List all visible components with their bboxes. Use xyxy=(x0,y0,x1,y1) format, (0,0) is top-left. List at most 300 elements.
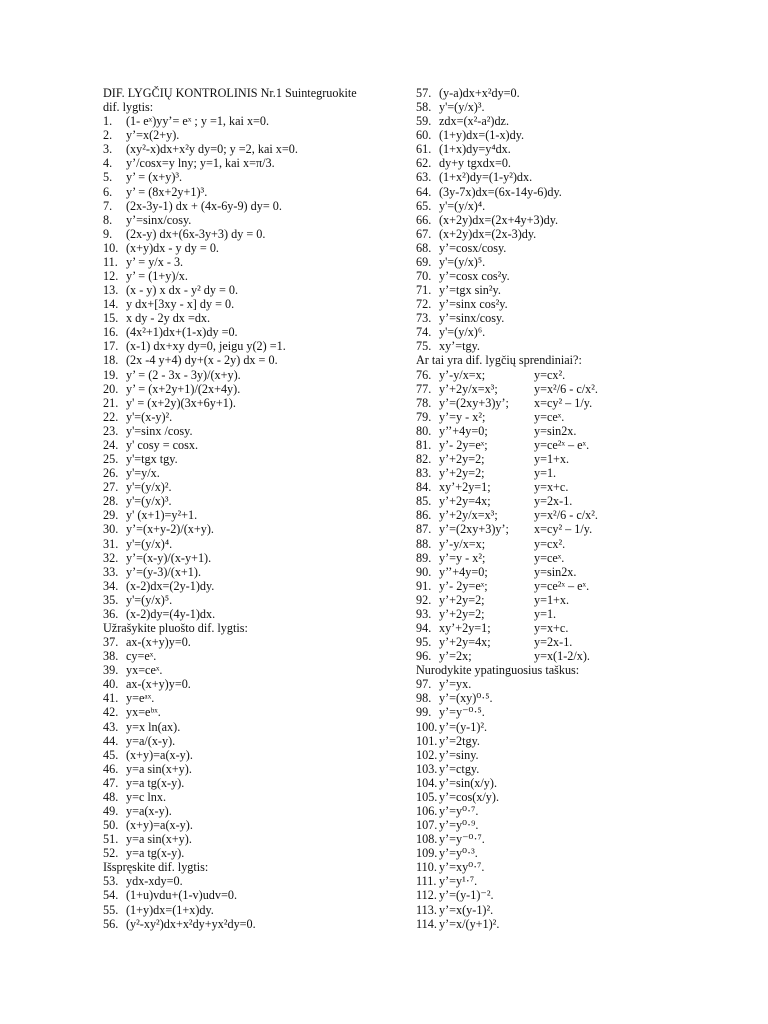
problem-number: 5. xyxy=(103,170,113,185)
problem-number: 78. xyxy=(416,395,432,410)
problem-equation: ax-(x+y)y=0. xyxy=(126,635,191,650)
problem-number: 17. xyxy=(103,339,119,354)
problem-equation: y'=(y/x)⁴. xyxy=(439,198,486,213)
problem-equation: y’ = (2 - 3x - 3y)/(x+y). xyxy=(126,367,241,382)
problem-equation: y’+2y=2; xyxy=(439,452,485,467)
problem-equation: (xy²-x)dx+x²y dy=0; y =2, kai x=0. xyxy=(126,142,298,157)
problem-item xyxy=(103,790,403,804)
problem-number: 61. xyxy=(416,142,432,157)
problem-item xyxy=(416,156,746,170)
problem-item xyxy=(103,677,403,691)
candidate-solution: y=cx². xyxy=(534,536,566,551)
problem-equation: y’+2y=2; xyxy=(439,606,485,621)
problem-item xyxy=(103,368,403,382)
problem-item xyxy=(103,551,403,565)
problem-equation: y’=sinx/cosy. xyxy=(439,311,505,326)
candidate-solution: y=1. xyxy=(534,606,557,621)
problem-equation: y’/cosx=y lny; y=1, kai x=π/3. xyxy=(126,156,275,171)
problem-number: 42. xyxy=(103,705,119,720)
problem-number: 73. xyxy=(416,311,432,326)
problem-number: 41. xyxy=(103,691,119,706)
problem-equation: y’ = (x+y)³. xyxy=(126,170,183,185)
problem-item xyxy=(416,888,746,902)
problem-number: 54. xyxy=(103,888,119,903)
candidate-solution: y=x+c. xyxy=(534,480,569,495)
problem-number: 51. xyxy=(103,832,119,847)
problem-equation: y’+2y=4x; xyxy=(439,494,491,509)
problem-number: 65. xyxy=(416,198,432,213)
problem-number: 27. xyxy=(103,480,119,495)
problem-item xyxy=(103,888,403,902)
section-heading xyxy=(103,621,403,635)
problem-equation: y’=(x+y-2)/(x+y). xyxy=(126,522,214,537)
problem-number: 24. xyxy=(103,437,119,452)
problem-equation: (x+y)=a(x-y). xyxy=(126,747,193,762)
problem-equation: (x+y)dx - y dy = 0. xyxy=(126,240,219,255)
problem-item xyxy=(416,438,746,452)
problem-item xyxy=(103,846,403,860)
section-heading xyxy=(103,860,403,874)
problem-equation: y’=y - x²; xyxy=(439,409,486,424)
section-heading-text: Išspręskite dif. lygtis: xyxy=(103,860,209,875)
problem-item xyxy=(416,649,746,663)
problem-item xyxy=(416,410,746,424)
problem-number: 62. xyxy=(416,156,432,171)
candidate-solution: y=ceˣ. xyxy=(534,550,565,565)
problem-item xyxy=(103,410,403,424)
problem-equation: (2x -4 y+4) dy+(x - 2y) dx = 0. xyxy=(126,353,278,368)
problem-item xyxy=(103,748,403,762)
candidate-solution: y=x+c. xyxy=(534,620,569,635)
problem-equation: y’=2tgy. xyxy=(439,733,480,748)
problem-number: 4. xyxy=(103,156,113,171)
problem-item xyxy=(103,593,403,607)
problem-number: 25. xyxy=(103,452,119,467)
candidate-solution: y=sin2x. xyxy=(534,564,577,579)
problem-item xyxy=(103,508,403,522)
problem-equation: (x-1) dx+xy dy=0, jeigu y(2) =1. xyxy=(126,339,286,354)
problem-item xyxy=(416,185,746,199)
problem-number: 20. xyxy=(103,381,119,396)
problem-item xyxy=(103,579,403,593)
problem-equation: y’=ctgy. xyxy=(439,761,480,776)
section-heading-text: Nurodykite ypatinguosius taškus: xyxy=(416,663,580,678)
problem-item xyxy=(416,762,746,776)
problem-number: 47. xyxy=(103,775,119,790)
problem-equation: y’=cos(x/y). xyxy=(439,789,500,804)
problem-item xyxy=(416,255,746,269)
problem-item xyxy=(416,917,746,931)
problem-equation: y’=yx. xyxy=(439,677,472,692)
problem-number: 43. xyxy=(103,719,119,734)
problem-item xyxy=(103,663,403,677)
problem-equation: ydx-xdy=0. xyxy=(126,874,183,889)
problem-item xyxy=(416,128,746,142)
problem-item xyxy=(416,170,746,184)
problem-item xyxy=(416,269,746,283)
problem-equation: y’=siny. xyxy=(439,747,479,762)
problem-item xyxy=(416,804,746,818)
problem-item xyxy=(416,818,746,832)
problem-item xyxy=(103,917,403,931)
problem-equation: (x - y) x dx - y² dy = 0. xyxy=(126,283,239,298)
problem-number: 94. xyxy=(416,620,432,635)
problem-item xyxy=(103,903,403,917)
problem-equation: (1+u)vdu+(1-v)udv=0. xyxy=(126,888,237,903)
problem-equation: y’=y⁰·³. xyxy=(439,846,478,861)
problem-item xyxy=(103,635,403,649)
problem-number: 35. xyxy=(103,592,119,607)
candidate-solution: y=1+x. xyxy=(534,592,570,607)
problem-equation: (4x²+1)dx+(1-x)dy =0. xyxy=(126,325,238,340)
problem-item xyxy=(416,565,746,579)
problem-equation: y'=(y/x)⁶. xyxy=(439,325,486,340)
problem-equation: y’=(2xy+3)y’; xyxy=(439,395,509,410)
problem-equation: (1+y)dx=(1+x)dy. xyxy=(126,902,214,917)
problem-equation: y'=sinx /cosy. xyxy=(126,423,193,438)
problem-number: 80. xyxy=(416,423,432,438)
problem-number: 37. xyxy=(103,635,119,650)
problem-item xyxy=(103,339,403,353)
candidate-solution: y=2x-1. xyxy=(534,635,573,650)
problem-number: 23. xyxy=(103,423,119,438)
section-heading xyxy=(416,353,746,367)
problem-item xyxy=(416,114,746,128)
problem-item xyxy=(416,748,746,762)
problem-equation: (x-2)dy=(4y-1)dx. xyxy=(126,606,216,621)
problem-equation: y'=y/x. xyxy=(126,466,160,481)
problem-item xyxy=(103,818,403,832)
problem-number: 75. xyxy=(416,339,432,354)
problem-equation: y’=y⁰·⁹. xyxy=(439,818,479,833)
problem-equation: y'=(y/x)³. xyxy=(126,494,172,509)
problem-item xyxy=(103,480,403,494)
problem-item xyxy=(103,565,403,579)
problem-equation: (x+2y)dx=(2x-3)dy. xyxy=(439,226,537,241)
problem-item xyxy=(416,311,746,325)
problem-equation: (x+y)=a(x-y). xyxy=(126,818,193,833)
problem-item xyxy=(103,170,403,184)
problem-item xyxy=(416,607,746,621)
problem-item xyxy=(416,621,746,635)
candidate-solution: y=x(1-2/x). xyxy=(534,649,590,664)
problem-equation: x dy - 2y dx =dx. xyxy=(126,311,211,326)
problem-number: 66. xyxy=(416,212,432,227)
problem-number: 22. xyxy=(103,409,119,424)
problem-equation: y’’+4y=0; xyxy=(439,423,488,438)
problem-item xyxy=(103,325,403,339)
problem-equation: (2x-3y-1) dx + (4x-6y-9) dy= 0. xyxy=(126,198,282,213)
problem-equation: (y²-xy²)dx+x²dy+yx²dy=0. xyxy=(126,916,256,931)
problem-item xyxy=(416,832,746,846)
problem-number: 68. xyxy=(416,240,432,255)
problem-number: 64. xyxy=(416,184,432,199)
problem-equation: y’+2y=4x; xyxy=(439,635,491,650)
section-heading xyxy=(416,663,746,677)
problem-item xyxy=(416,508,746,522)
problem-number: 44. xyxy=(103,733,119,748)
problem-number: 96. xyxy=(416,649,432,664)
problem-item xyxy=(416,537,746,551)
problem-item xyxy=(103,452,403,466)
problem-equation: xy’=tgy. xyxy=(439,339,480,354)
problem-item xyxy=(103,804,403,818)
problem-equation: y=a sin(x+y). xyxy=(126,832,192,847)
problem-number: 89. xyxy=(416,550,432,565)
problem-equation: y’=x(2+y). xyxy=(126,128,180,143)
problem-item xyxy=(416,677,746,691)
problem-number: 36. xyxy=(103,606,119,621)
problem-number: 69. xyxy=(416,254,432,269)
problem-equation: y'=(y/x)⁴. xyxy=(126,536,173,551)
problem-equation: y=a/(x-y). xyxy=(126,733,176,748)
candidate-solution: y=ce²ˣ – eˣ. xyxy=(534,437,590,452)
problem-item xyxy=(103,396,403,410)
problem-item xyxy=(416,720,746,734)
problem-item xyxy=(103,720,403,734)
problem-equation: y=c lnx. xyxy=(126,789,167,804)
problem-number: 97. xyxy=(416,677,432,692)
problem-equation: ax-(x+y)y=0. xyxy=(126,677,191,692)
problem-number: 7. xyxy=(103,198,113,213)
problem-number: 19. xyxy=(103,367,119,382)
problem-equation: y=a tg(x-y). xyxy=(126,846,185,861)
problem-number: 10. xyxy=(103,240,119,255)
problem-item xyxy=(416,522,746,536)
problem-item xyxy=(416,297,746,311)
problem-number: 46. xyxy=(103,761,119,776)
problem-equation: y’=(2xy+3)y’; xyxy=(439,522,509,537)
problem-number: 102. xyxy=(416,747,438,762)
problem-number: 28. xyxy=(103,494,119,509)
problem-number: 38. xyxy=(103,649,119,664)
section-heading-text: dif. lygtis: xyxy=(103,100,154,115)
problem-item xyxy=(103,832,403,846)
problem-number: 16. xyxy=(103,325,119,340)
problem-item xyxy=(416,199,746,213)
problem-equation: y'=(y/x)³. xyxy=(439,100,485,115)
candidate-solution: x=cy² – 1/y. xyxy=(534,522,593,537)
problem-equation: (2x-y) dx+(6x-3y+3) dy = 0. xyxy=(126,226,266,241)
section-heading-text: Užrašykite pluošto dif. lygtis: xyxy=(103,620,248,635)
problem-number: 1. xyxy=(103,114,113,129)
problem-number: 15. xyxy=(103,311,119,326)
problem-item xyxy=(416,776,746,790)
problem-item xyxy=(416,860,746,874)
problem-number: 81. xyxy=(416,437,432,452)
problem-item xyxy=(103,255,403,269)
problem-item xyxy=(103,438,403,452)
problem-item xyxy=(416,579,746,593)
problem-number: 110. xyxy=(416,860,437,875)
problem-item xyxy=(103,494,403,508)
problem-item xyxy=(416,494,746,508)
candidate-solution: y=1+x. xyxy=(534,452,570,467)
problem-number: 90. xyxy=(416,564,432,579)
problem-item xyxy=(103,522,403,536)
problem-equation: y’-y/x=x; xyxy=(439,536,486,551)
problem-number: 108. xyxy=(416,832,438,847)
problem-item xyxy=(416,325,746,339)
problem-equation: y’=(xy)⁰·⁵. xyxy=(439,691,493,706)
problem-number: 33. xyxy=(103,564,119,579)
problem-number: 113. xyxy=(416,902,437,917)
problem-item xyxy=(416,382,746,396)
problem-number: 9. xyxy=(103,226,113,241)
problem-item xyxy=(103,269,403,283)
problem-number: 82. xyxy=(416,452,432,467)
problem-equation: y’=xy⁰·⁷. xyxy=(439,860,485,875)
problem-number: 60. xyxy=(416,128,432,143)
problem-item xyxy=(416,241,746,255)
problem-equation: (y-a)dx+x²dy=0. xyxy=(439,86,520,100)
problem-item xyxy=(416,734,746,748)
problem-number: 2. xyxy=(103,128,113,143)
problem-equation: y’=y⁻⁰·⁵. xyxy=(439,705,485,720)
problem-item xyxy=(103,874,403,888)
problem-equation: (1- eˣ)yy’= eˣ ; y =1, kai x=0. xyxy=(126,114,270,129)
problem-item xyxy=(416,790,746,804)
problem-equation: y’=(y-3)/(x+1). xyxy=(126,564,201,579)
problem-number: 39. xyxy=(103,663,119,678)
problem-equation: dy+y tgxdx=0. xyxy=(439,156,511,171)
problem-equation: y’=(y-1)⁻². xyxy=(439,888,494,903)
problem-equation: y’+2y/x=x³; xyxy=(439,381,498,396)
problem-number: 59. xyxy=(416,114,432,129)
problem-equation: y’=cosx cos²y. xyxy=(439,269,510,284)
problem-equation: y=a sin(x+y). xyxy=(126,761,192,776)
problem-number: 103. xyxy=(416,761,438,776)
problem-number: 29. xyxy=(103,508,119,523)
problem-number: 56. xyxy=(103,916,119,931)
problem-equation: y’ = y/x - 3. xyxy=(126,254,184,269)
candidate-solution: y=cx². xyxy=(534,367,566,382)
problem-number: 86. xyxy=(416,508,432,523)
problem-number: 31. xyxy=(103,536,119,551)
problem-equation: y'=(y/x)⁵. xyxy=(126,592,173,607)
problem-item xyxy=(416,142,746,156)
problem-equation: (1+y)dx=(1-x)dy. xyxy=(439,128,525,143)
problem-equation: cy=eˣ. xyxy=(126,649,157,664)
problem-item xyxy=(103,466,403,480)
problem-number: 50. xyxy=(103,818,119,833)
problem-item xyxy=(103,382,403,396)
problem-equation: y'=tgx tgy. xyxy=(126,452,178,467)
problem-number: 40. xyxy=(103,677,119,692)
problem-item xyxy=(416,86,746,100)
candidate-solution: y=2x-1. xyxy=(534,494,573,509)
problem-number: 101. xyxy=(416,733,438,748)
problem-equation: y’=y - x²; xyxy=(439,550,486,565)
problem-item xyxy=(103,283,403,297)
problem-item xyxy=(103,776,403,790)
problem-number: 53. xyxy=(103,874,119,889)
problem-number: 85. xyxy=(416,494,432,509)
problem-equation: y’=y¹·⁷. xyxy=(439,874,478,889)
problem-number: 105. xyxy=(416,789,438,804)
problem-equation: y’ = (8x+2y+1)³. xyxy=(126,184,208,199)
problem-number: 11. xyxy=(103,254,118,269)
problem-equation: y=a tg(x-y). xyxy=(126,775,185,790)
problem-item xyxy=(103,353,403,367)
problem-item xyxy=(416,551,746,565)
problem-item xyxy=(416,705,746,719)
problem-item xyxy=(103,762,403,776)
problem-equation: y’=cosx/cosy. xyxy=(439,240,507,255)
problem-number: 52. xyxy=(103,846,119,861)
problem-item xyxy=(416,396,746,410)
problem-number: 70. xyxy=(416,269,432,284)
candidate-solution: y=sin2x. xyxy=(534,423,577,438)
problem-number: 12. xyxy=(103,269,119,284)
section-heading-text: DIF. LYGČIŲ KONTROLINIS Nr.1 Suintegruokite xyxy=(103,86,357,100)
right-column xyxy=(416,86,746,931)
problem-item xyxy=(416,283,746,297)
candidate-solution: y=ce²ˣ – eˣ. xyxy=(534,578,590,593)
problem-equation: y’+2y/x=x³; xyxy=(439,508,498,523)
problem-item xyxy=(416,635,746,649)
problem-equation: y’=y⁻⁰·⁷. xyxy=(439,832,485,847)
problem-number: 107. xyxy=(416,818,438,833)
problem-item xyxy=(103,705,403,719)
problem-number: 57. xyxy=(416,86,432,100)
left-column xyxy=(103,86,403,931)
problem-item xyxy=(103,142,403,156)
problem-item xyxy=(416,903,746,917)
problem-item xyxy=(416,480,746,494)
candidate-solution: y=x²/6 - c/x². xyxy=(534,508,598,523)
problem-item xyxy=(416,466,746,480)
problem-number: 21. xyxy=(103,395,119,410)
problem-number: 67. xyxy=(416,226,432,241)
problem-number: 98. xyxy=(416,691,432,706)
problem-number: 77. xyxy=(416,381,432,396)
problem-equation: y’=x/(y+1)². xyxy=(439,916,500,931)
problem-number: 6. xyxy=(103,184,113,199)
problem-equation: y dx+[3xy - x] dy = 0. xyxy=(126,297,235,312)
candidate-solution: y=1. xyxy=(534,466,557,481)
problem-number: 99. xyxy=(416,705,432,720)
problem-equation: (1+x)dy=y⁴dx. xyxy=(439,142,511,157)
problem-item xyxy=(416,452,746,466)
problem-number: 18. xyxy=(103,353,119,368)
problem-equation: y’- 2y=eˣ; xyxy=(439,437,488,452)
problem-equation: (x+2y)dx=(2x+4y+3)dy. xyxy=(439,212,559,227)
problem-equation: zdx=(x²-a²)dz. xyxy=(439,114,510,129)
problem-item xyxy=(103,424,403,438)
problem-equation: xy’+2y=1; xyxy=(439,480,491,495)
section-heading xyxy=(103,100,403,114)
problem-equation: y'=(x-y)². xyxy=(126,409,173,424)
problem-equation: y’ = (1+y)/x. xyxy=(126,269,188,284)
problem-equation: y’=(y-1)². xyxy=(439,719,488,734)
problem-number: 48. xyxy=(103,789,119,804)
problem-equation: xy’+2y=1; xyxy=(439,620,491,635)
section-heading-text: Ar tai yra dif. lygčių sprendiniai?: xyxy=(416,353,582,368)
problem-item xyxy=(103,199,403,213)
problem-item xyxy=(103,213,403,227)
problem-number: 88. xyxy=(416,536,432,551)
problem-equation: y’=sin(x/y). xyxy=(439,775,497,790)
problem-equation: y’=tgx sin²y. xyxy=(439,283,501,298)
problem-number: 71. xyxy=(416,283,432,298)
problem-equation: y’-y/x=x; xyxy=(439,367,486,382)
problem-item xyxy=(103,734,403,748)
problem-item xyxy=(416,100,746,114)
candidate-solution: y=ceˣ. xyxy=(534,409,565,424)
problem-item xyxy=(103,114,403,128)
problem-equation: yx=ceˣ. xyxy=(126,663,163,678)
